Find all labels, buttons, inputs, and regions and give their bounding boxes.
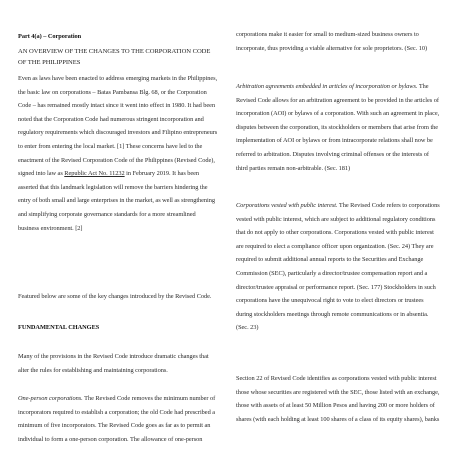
- arbitration-body: The Revised Code allows for an arbitration agreement to be provided in the articles of incorporation (AOI) or bylaws of a corporation. With such an agreement in place, disputes between the corporation, its stockholders or members that arise from the implementation of AOI or bylaws or from intracorporate relations shall now be referred to arbitration. Disputes involving criminal offenses or the interests of third parties remain non-arbitrable. (Sec. 181): [236, 83, 440, 172]
- intro-text-1: Even as laws have been enacted to address emerging markets in the Philippines, the basic law on corporations – Batas Pambansa Blg. 68, or the Corporation Code – has remained mostly intact since it went into effect in 1980. It had been noted that the Corporation Code had numerous stringent incorporation and regulatory requirements which discouraged investors and Filipino entrepreneurs to enter from entering the local market. [1] These concerns have led to the enactment of the Revised Corporation Code of the Philippines (Revised Code), signed into law as: [18, 75, 218, 178]
- continuation-paragraph: corporations make it easier for small to medium-sized business owners to incorporate, thus providing a viable alternative for sole proprietors. (Sec. 10): [236, 31, 428, 52]
- public-interest-body: The Revised Code refers to corporations vested with public interest, which are subject to additional regulatory conditions that do not apply to other corporations. Corporations vested with public interest are required to elect a compliance officer upon organization. (Sec. 24) They are required to submit additional annual reports to the Securities and Exchange Commission (SEC), particularly a director/trustee compensation report and a director/trustee appraisal or performance report. (Sec. 177) Stockholders in such corporations have the unequivocal right to vote to elect directors or trustees during stockholders meetings through remote communications or in absentia. (Sec. 23): [236, 202, 440, 332]
- one-person-paragraph: [18, 392, 218, 446]
- overview-title: AN OVERVIEW OF THE CHANGES TO THE CORPORATION CODE OF THE PHILIPPINES: [18, 48, 211, 66]
- public-interest-title: Corporations vested with public interest.: [236, 202, 338, 209]
- intro-paragraph: [18, 72, 218, 235]
- republic-act-link[interactable]: Republic Act No. 11232: [64, 170, 125, 178]
- part-heading: Part 4(a) – Corporation: [18, 33, 82, 40]
- one-person-title: One-person corporations.: [18, 395, 83, 402]
- public-interest-paragraph: [236, 199, 440, 335]
- section-22-paragraph: Section 22 of Revised Code identifies as corporations vested with public interest those whose securities are registered with the SEC, those listed with an exchange, those with assets of at least 50 Million Pesos and having 200 or more holders of shares (with each holding at least 100 shares of a class of its equity shares), banks: [236, 375, 440, 423]
- intro-text-2: in February 2019. It has been asserted that this landmark legislation will remove the barriers hindering the entry of both small and large enterprises in the market, as well as strengthening and simplifying corporate governance standards for a more streamlined business environment. [2]: [18, 170, 216, 232]
- many-provisions-paragraph: Many of the provisions in the Revised Code introduce dramatic changes that alter the rules for establishing and maintaining corporations.: [18, 353, 209, 374]
- one-person-body: The Revised Code removes the minimum number of incorporators required to establish a corporation; the old Code had prescribed a minimum of five incorporators. The Revised Code goes as far as to permit an individual to form a one-person corporation. The allowance of one-person: [18, 395, 216, 443]
- arbitration-paragraph: [236, 80, 440, 175]
- fundamental-changes-heading: FUNDAMENTAL CHANGES: [18, 324, 100, 331]
- arbitration-title: Arbitration agreements embedded in articles of incorporation or bylaws.: [236, 83, 418, 90]
- featured-paragraph: Featured below are some of the key changes introduced by the Revised Code.: [18, 293, 212, 300]
